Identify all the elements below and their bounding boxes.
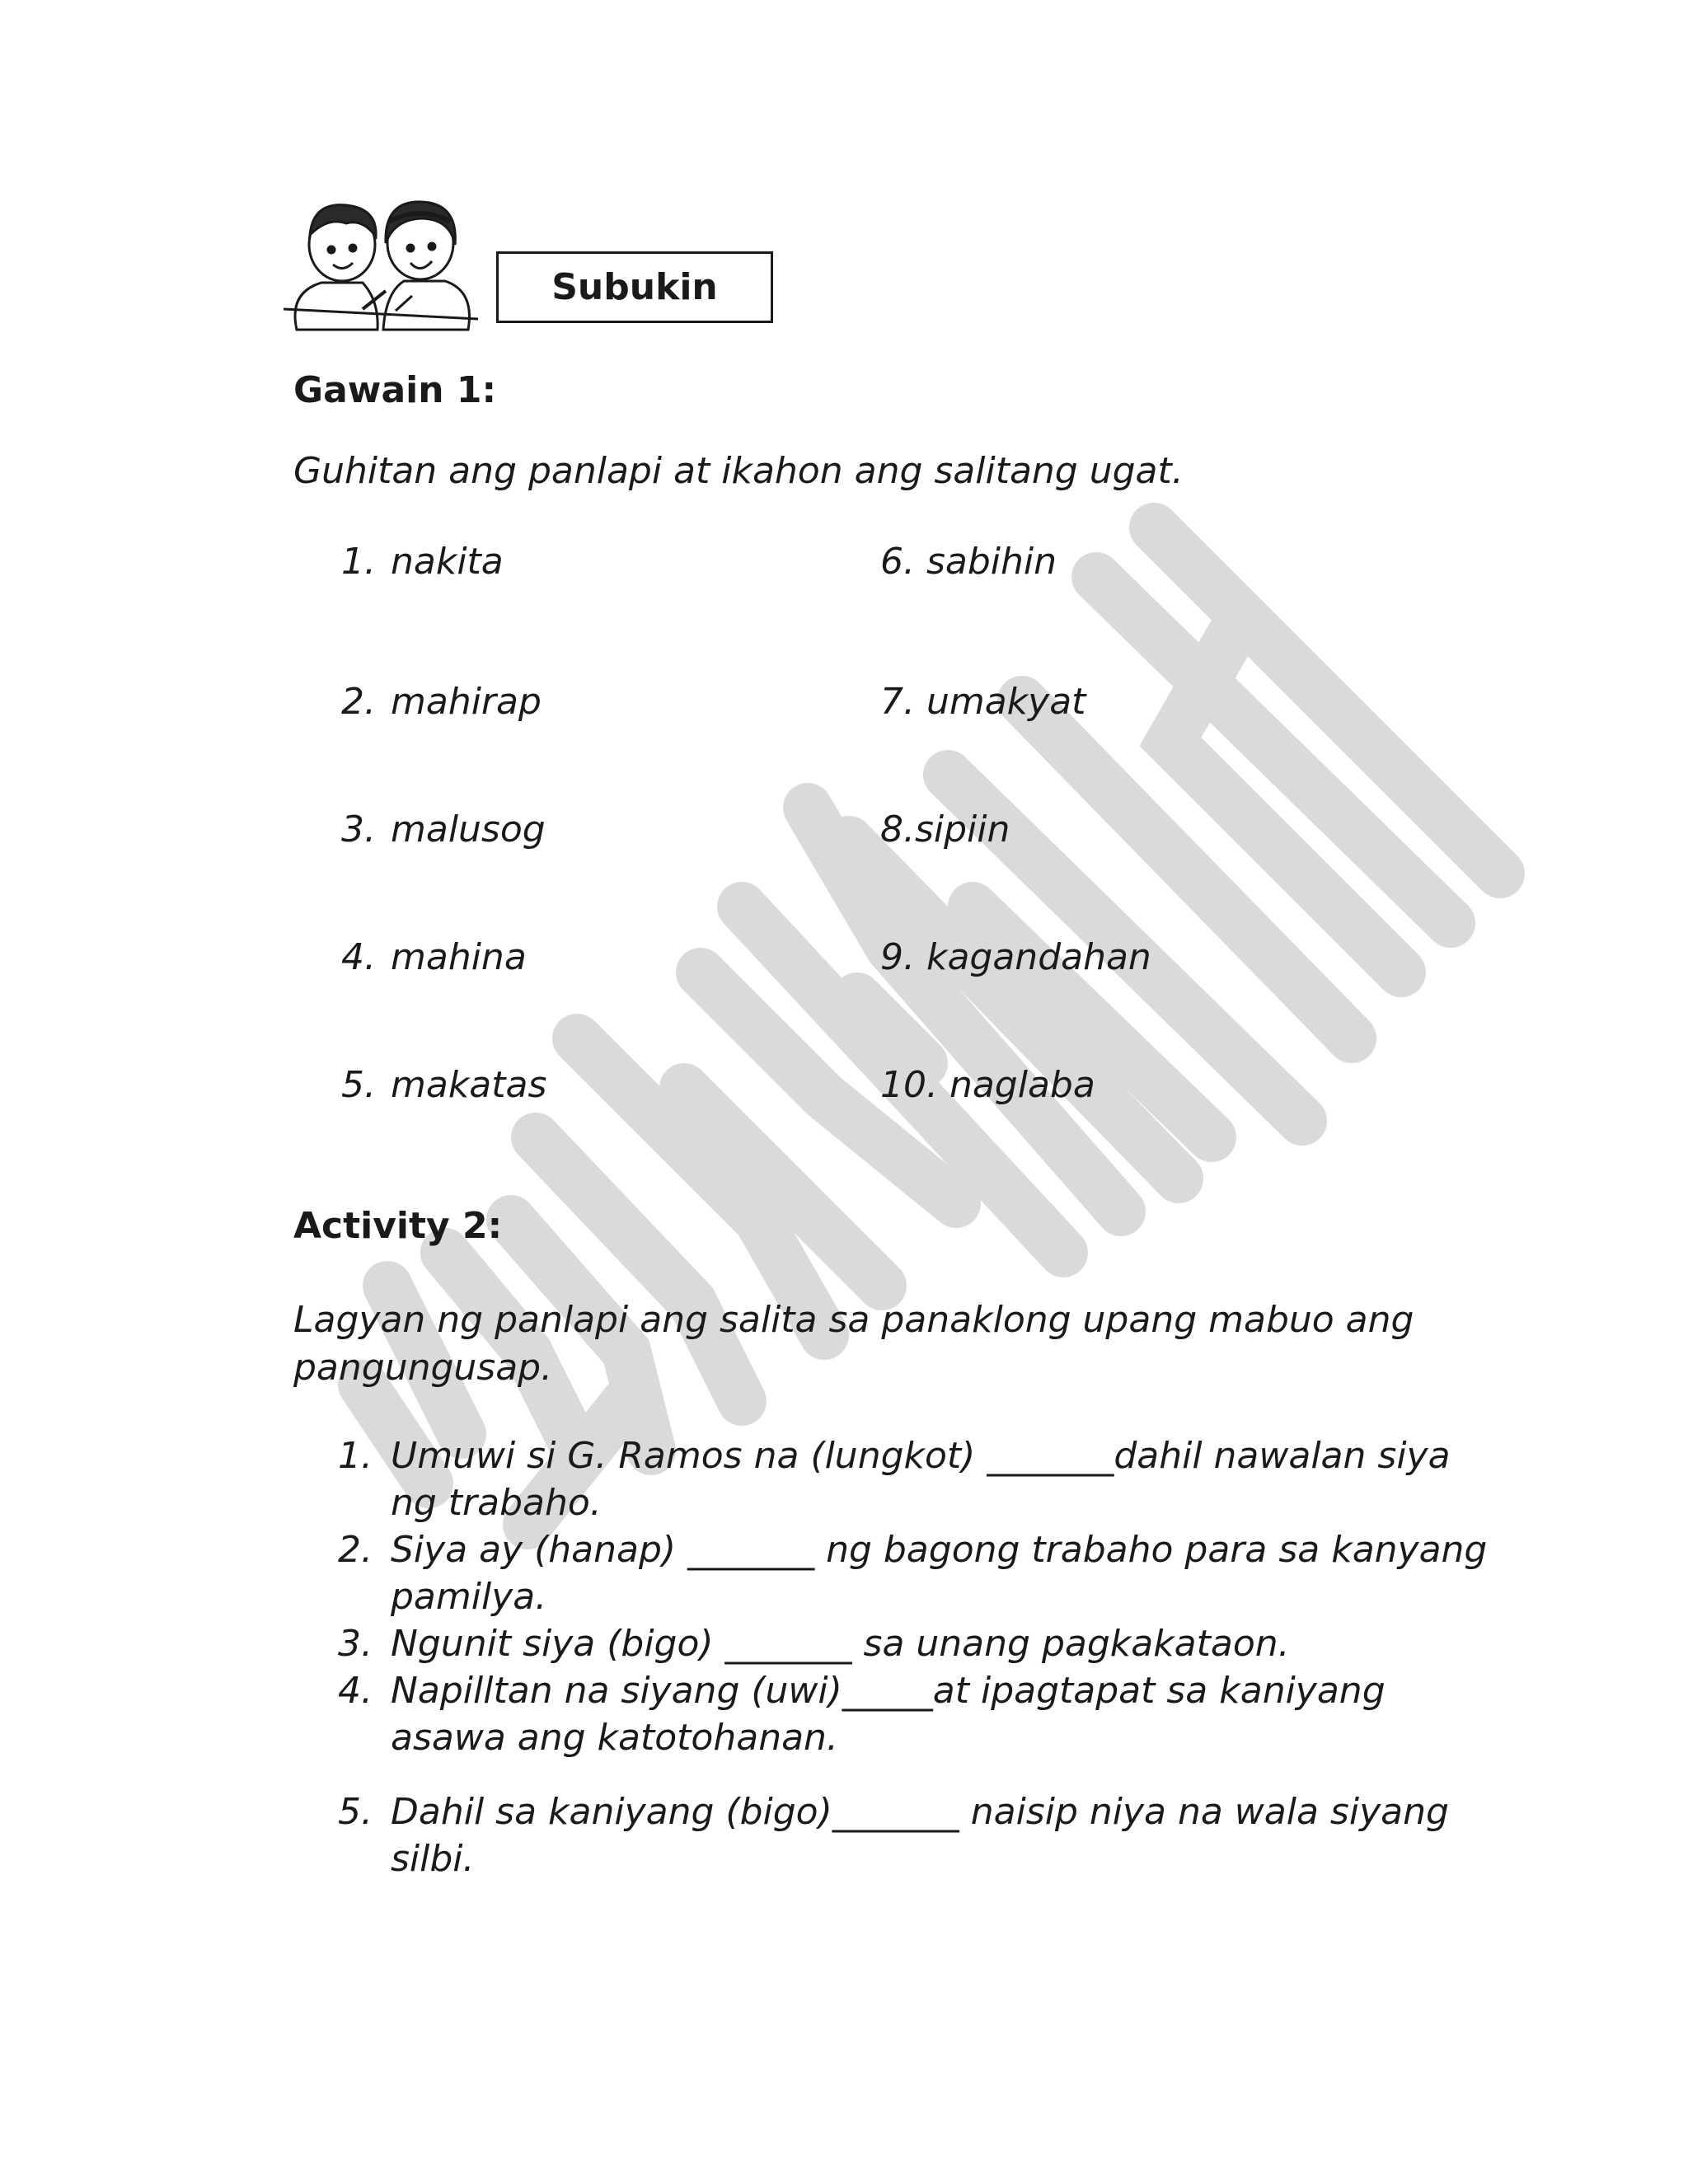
word-item: malusog xyxy=(391,808,546,851)
item-number: 1. xyxy=(341,541,376,583)
activity1-instruction: Guhitan ang panlapi at ikahon ang salitang ugat. xyxy=(293,450,1184,492)
activity2-instruction: Lagyan ng panlapi ang salita sa panaklong upang mabuo ang pangungusap. xyxy=(293,1299,1414,1389)
list-item xyxy=(338,1620,1492,1667)
sentence-text: Ngunit siya (bigo) _______ sa unang pagkakataon. xyxy=(391,1623,1290,1665)
list-item xyxy=(338,1667,1492,1761)
sentence-text: Siya ay (hanap) _______ ng bagong trabaho para sa kanyang pamilya. xyxy=(391,1529,1488,1618)
section-title-badge: Subukin xyxy=(496,251,773,323)
activity2-heading: Activity 2: xyxy=(293,1205,503,1247)
activity1-heading: Gawain 1: xyxy=(293,369,497,411)
item-number: 4. xyxy=(338,1670,373,1712)
item-number: 3. xyxy=(338,1623,373,1665)
item-number: 4. xyxy=(341,936,376,978)
word-item: 8.sipiin xyxy=(880,808,1010,851)
kids-writing-illustration xyxy=(280,194,482,334)
sentence-text: Umuwi si G. Ramos na (lungkot) _______dahil nawalan siya ng trabaho. xyxy=(391,1435,1451,1524)
word-item: 9. kagandahan xyxy=(880,936,1151,978)
item-number: 5. xyxy=(338,1791,373,1833)
word-item: 6. sabihin xyxy=(880,541,1057,583)
word-item: 10. naglaba xyxy=(880,1064,1095,1106)
word-item: nakita xyxy=(391,541,504,583)
item-number: 1. xyxy=(338,1435,373,1477)
activity2-list xyxy=(338,1432,1492,1882)
list-item xyxy=(338,1788,1492,1882)
word-item: 7. umakyat xyxy=(880,681,1086,723)
word-item: mahirap xyxy=(391,681,542,723)
word-item: mahina xyxy=(391,936,527,978)
word-item: makatas xyxy=(391,1064,547,1106)
list-item xyxy=(338,1432,1492,1526)
sentence-text: Dahil sa kaniyang (bigo)_______ naisip niya na wala siyang silbi. xyxy=(391,1791,1449,1880)
item-number: 2. xyxy=(341,681,376,723)
item-number: 5. xyxy=(341,1064,376,1106)
list-item xyxy=(338,1526,1492,1620)
item-number: 3. xyxy=(341,808,376,851)
sentence-text: Napilltan na siyang (uwi)_____at ipagtapat sa kaniyang asawa ang katotohanan. xyxy=(391,1670,1386,1759)
item-number: 2. xyxy=(338,1529,373,1571)
